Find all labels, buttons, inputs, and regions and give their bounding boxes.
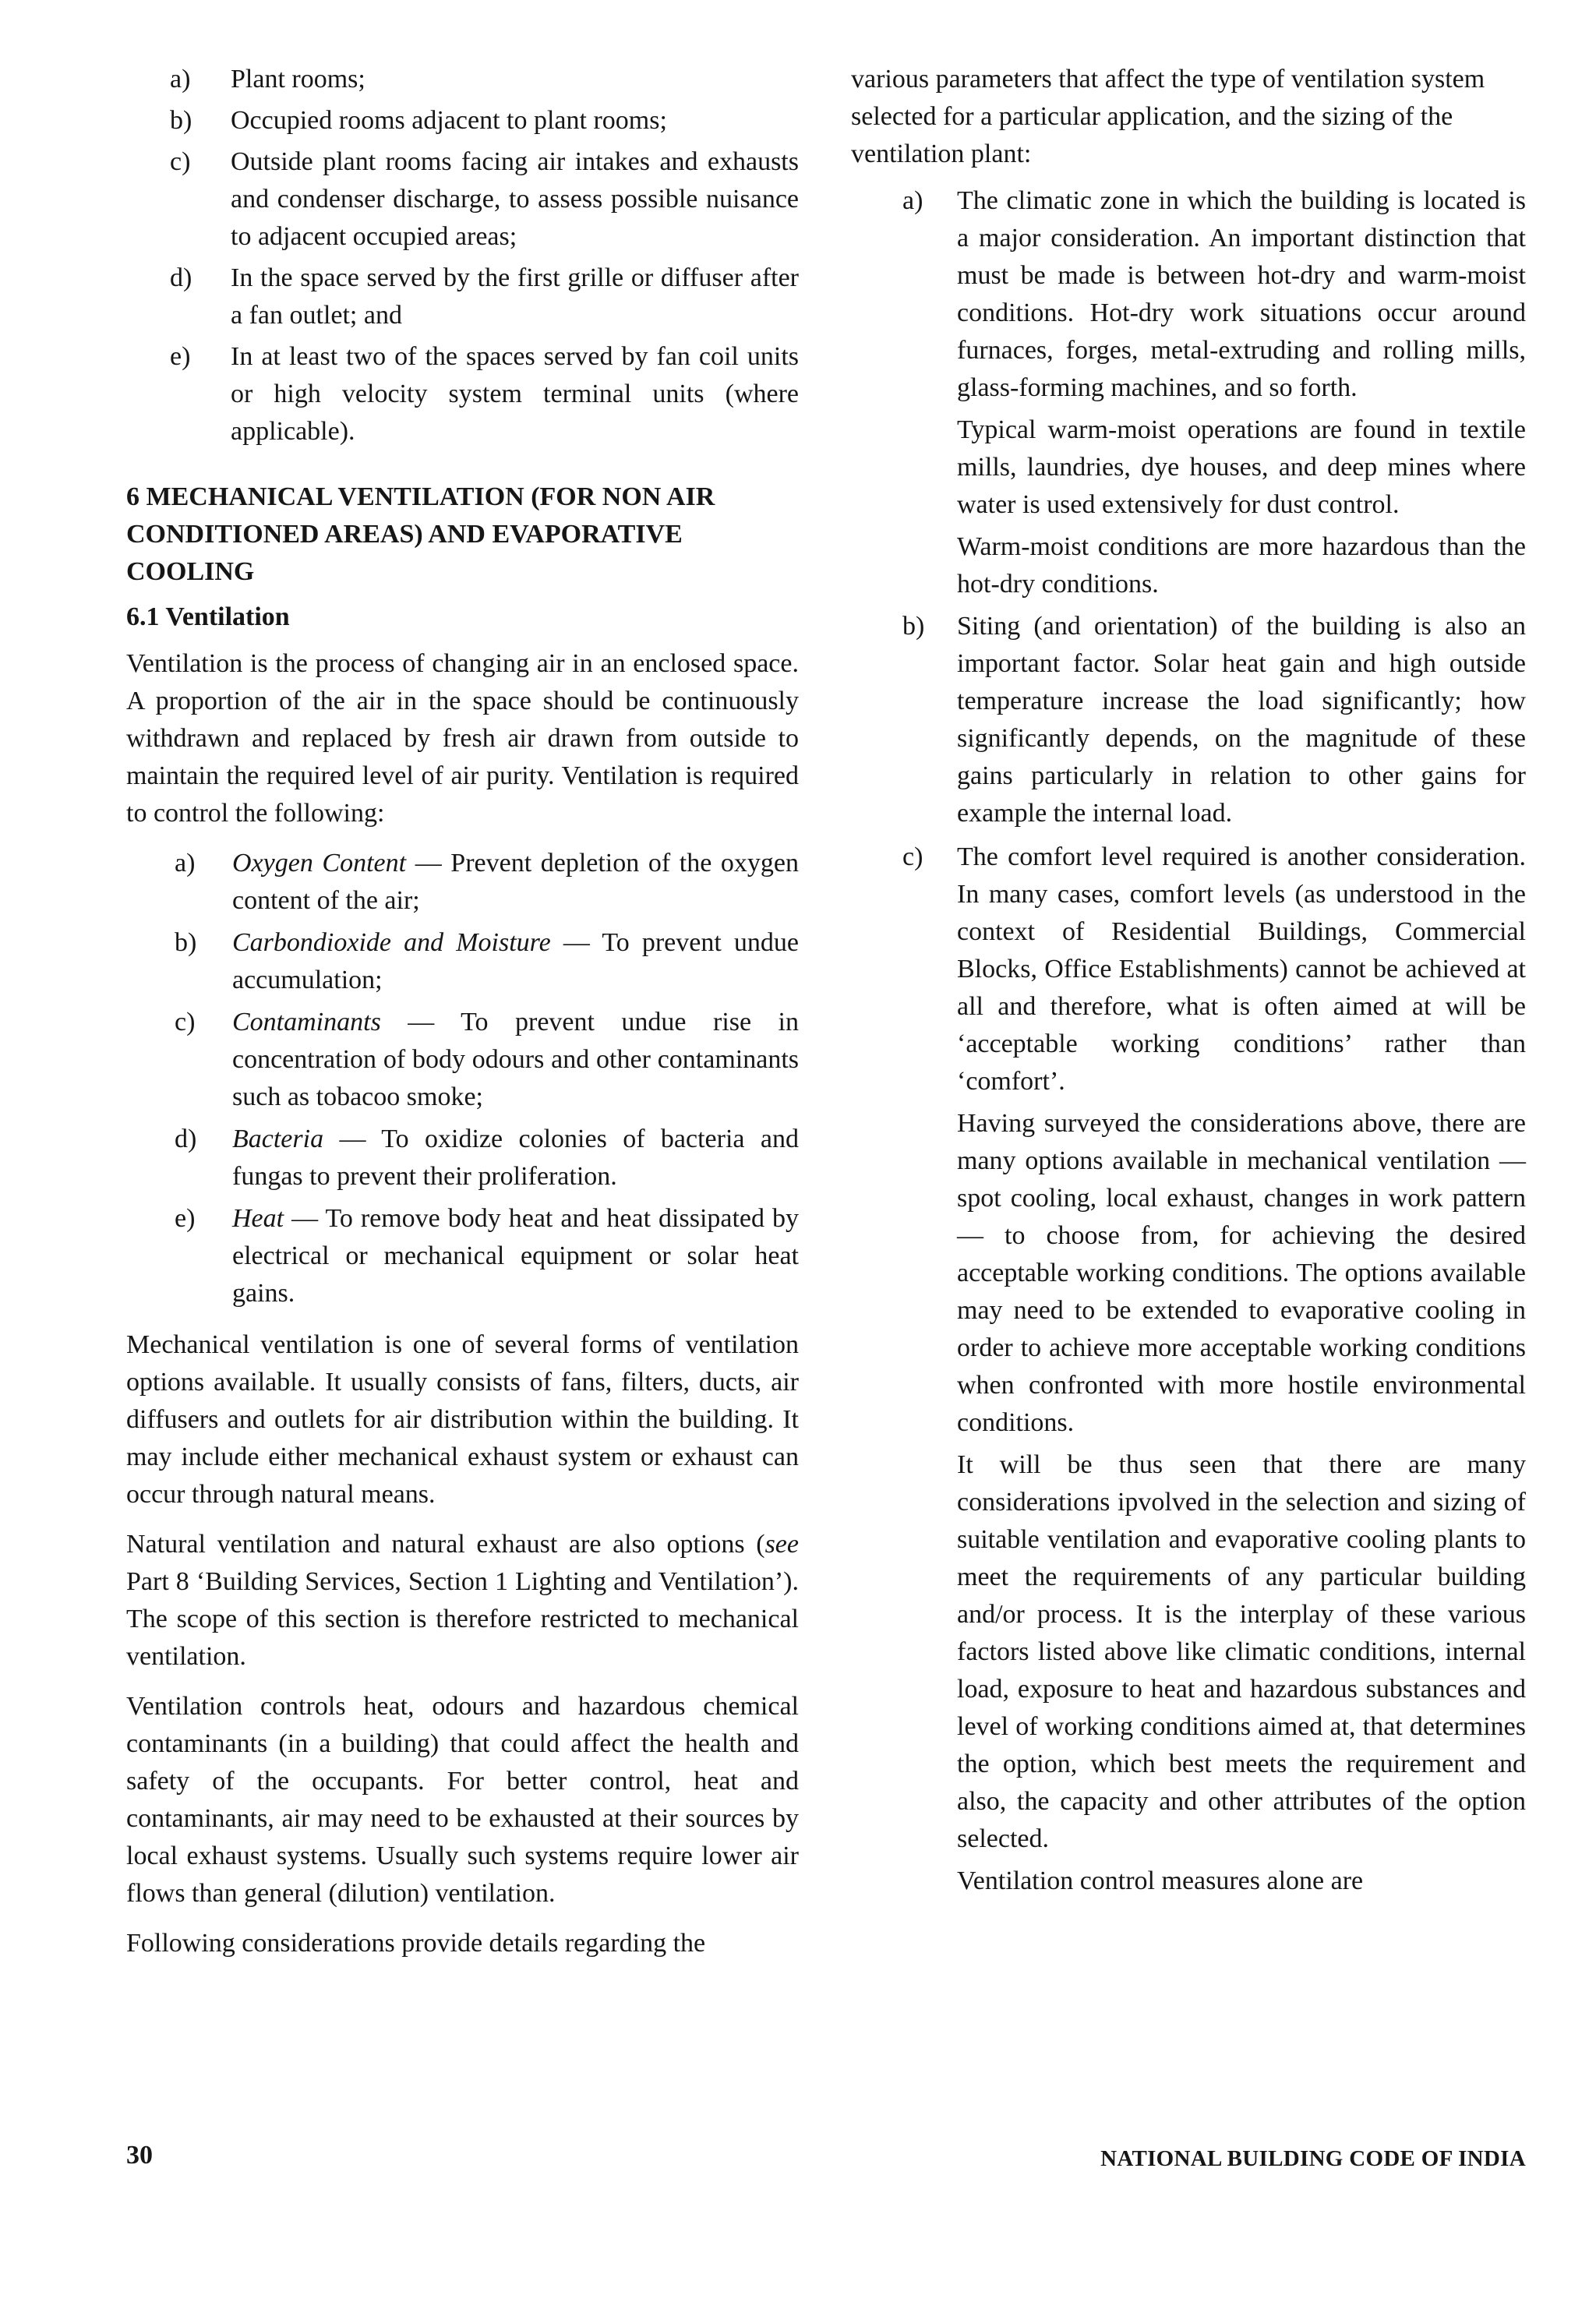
list-item-body [957, 608, 1526, 832]
list-item-term: Carbondioxide and Moisture [232, 928, 551, 957]
list-item-term: Bacteria [232, 1125, 324, 1153]
list-item-text: Occupied rooms adjacent to plant rooms; [231, 106, 667, 135]
list-item-paragraph: Typical warm-moist operations are found in textile mills, laundries, dye houses, and deep mines where water is used extensively for dust control. [957, 415, 1526, 519]
list-item-paragraph: Warm-moist conditions are more hazardous than the hot-dry conditions. [957, 532, 1526, 599]
following-considerations-paragraph: Following considerations provide details regarding the [126, 1929, 706, 1958]
ventilation-intro-paragraph: Ventilation is the process of changing air in an enclosed space. A proportion of the air in the space should be continuously withdrawn and replaced by fresh air drawn from outside to maintain the required level of air purity. Ventilation is required to control the following: [126, 649, 799, 828]
list-item-text [232, 924, 799, 999]
list-item [851, 608, 1526, 832]
list-item-label: e) [175, 1204, 196, 1233]
list-item-body [957, 182, 1526, 603]
list-item-label: d) [175, 1125, 197, 1153]
list-item-label: c) [175, 1008, 196, 1036]
list-item-label: b) [175, 928, 197, 957]
list-item [126, 260, 799, 334]
list-item-text: In at least two of the spaces served by fan coil units or high velocity system terminal units (where applicable). [231, 342, 799, 446]
list-item-paragraph: Having surveyed the considerations above, there are many options available in mechanical ventilation — spot cooling, local exhaust, changes in work pattern — to choose from, for achieving the desired acceptable working conditions. The options available may need to be extended to evaporative cooling in order to achieve more acceptable working conditions when confronted with more hostile environmental conditions. [957, 1109, 1526, 1437]
list-item-label: b) [170, 106, 192, 135]
list-item-description: — To oxidize colonies of bacteria and fungas to prevent their proliferation. [232, 1125, 799, 1191]
list-item [126, 338, 799, 450]
list-item-text [232, 1200, 799, 1312]
list-item-text [232, 1004, 799, 1116]
list-item-paragraph: Siting (and orientation) of the building is also an important factor. Solar heat gain and high outside temperature increase the load significantly; how significantly depends, on the magnitude of these gains particularly in relation to other gains for example the internal load. [957, 612, 1526, 828]
list-item-text: Outside plant rooms facing air intakes and exhausts and condenser discharge, to assess possible nuisance to adjacent occupied areas; [231, 147, 799, 251]
list-item-term: Contaminants [232, 1008, 381, 1036]
list-item-label: d) [170, 263, 192, 292]
section-heading: 6 MECHANICAL VENTILATION (FOR NON AIR CONDITIONED AREAS) AND EVAPORATIVE COOLING [126, 482, 715, 586]
list-item [126, 1004, 799, 1116]
clause-heading: 6.1 Ventilation [126, 602, 290, 631]
list-item-paragraph: The comfort level required is another consideration. In many cases, comfort levels (as understood in the context of Residential Buildings, Commercial Blocks, Office Establishments) cannot be achieved at all and therefore, what is often aimed at will be ‘acceptable working conditions’ rather than ‘comfort’. [957, 842, 1526, 1096]
list-item-description: — Prevent depletion of the oxygen content of the air; [232, 849, 799, 915]
list-item-paragraph: The climatic zone in which the building is located is a major consideration. An important distinction that must be made is between hot-dry and warm-moist conditions. Hot-dry work situations occur around furnaces, forges, metal-extruding and rolling mills, glass-forming machines, and so forth. [957, 186, 1526, 402]
list-item [126, 61, 799, 98]
list-item-label: c) [902, 842, 923, 871]
mechanical-ventilation-paragraph: Mechanical ventilation is one of several forms of ventilation options available. It usually consists of fans, filters, ducts, air diffusers and outlets for air distribution within the building. It may include either mechanical exhaust system or exhaust can occur through natural means. [126, 1330, 799, 1509]
list-item [126, 924, 799, 999]
list-item-label: e) [170, 342, 191, 371]
considerations-intro: various parameters that affect the type of ventilation system selected for a particular application, and the sizing of the ventilation plant: [851, 65, 1485, 168]
ventilation-controls-paragraph: Ventilation controls heat, odours and hazardous chemical contaminants (in a building) that could affect the health and safety of the occupants. For better control, heat and contaminants, air may need to be exhausted at their sources by local exhaust systems. Usually such systems require lower air flows than general (dilution) ventilation. [126, 1692, 799, 1908]
list-item-label: a) [902, 186, 923, 215]
list-item [851, 839, 1526, 1900]
measurement-locations-list [126, 61, 799, 450]
list-item-label: a) [170, 65, 191, 94]
list-item-description: — To prevent undue rise in concentration of body odours and other contaminants such as tobacoo smoke; [232, 1008, 799, 1111]
list-item-paragraph: Ventilation control measures alone are [957, 1866, 1364, 1895]
list-item-body [957, 839, 1526, 1900]
list-item-text: In the space served by the first grille or diffuser after a fan outlet; and [231, 263, 799, 330]
running-title: NATIONAL BUILDING CODE OF INDIA [1100, 2146, 1526, 2171]
list-item-description: — To prevent undue accumulation; [232, 928, 799, 994]
list-item-text [232, 1121, 799, 1195]
page-number: 30 [126, 2141, 153, 2170]
list-item [126, 143, 799, 256]
list-item-label: a) [175, 849, 196, 878]
list-item-term: Oxygen Content [232, 849, 407, 878]
list-item-label: c) [170, 147, 191, 176]
list-item-paragraph: It will be thus seen that there are many considerations ipvolved in the selection and sizing of suitable ventilation and evaporative cooling plants to meet the requirements of any particular building and/or process. It is the interplay of these various factors listed above like climatic conditions, internal load, exposure to heat and hazardous substances and level of working conditions aimed at, that determines the option, which best meets the requirement and also, the capacity and other attributes of the option selected. [957, 1450, 1526, 1853]
list-item [126, 102, 799, 139]
natural-ventilation-paragraph: Natural ventilation and natural exhaust are also options (see Part 8 ‘Building Services, Section 1 Lighting and Ventilation’). The scope of this section is therefore restricted to mechanical ventilation. [126, 1530, 799, 1671]
list-item [126, 845, 799, 920]
list-item-description: — To remove body heat and heat dissipated by electrical or mechanical equipment or solar heat gains. [232, 1204, 799, 1308]
right-column [851, 61, 1526, 1904]
list-item-text: Plant rooms; [231, 65, 365, 94]
left-column [126, 61, 799, 1975]
list-item [126, 1200, 799, 1312]
see-reference: see [764, 1530, 799, 1559]
list-item-text [232, 845, 799, 920]
list-item [851, 182, 1526, 603]
ventilation-controls-list [126, 845, 799, 1312]
considerations-list [851, 182, 1526, 1900]
list-item-label: b) [902, 612, 925, 641]
list-item [126, 1121, 799, 1195]
list-item-term: Heat [232, 1204, 284, 1233]
